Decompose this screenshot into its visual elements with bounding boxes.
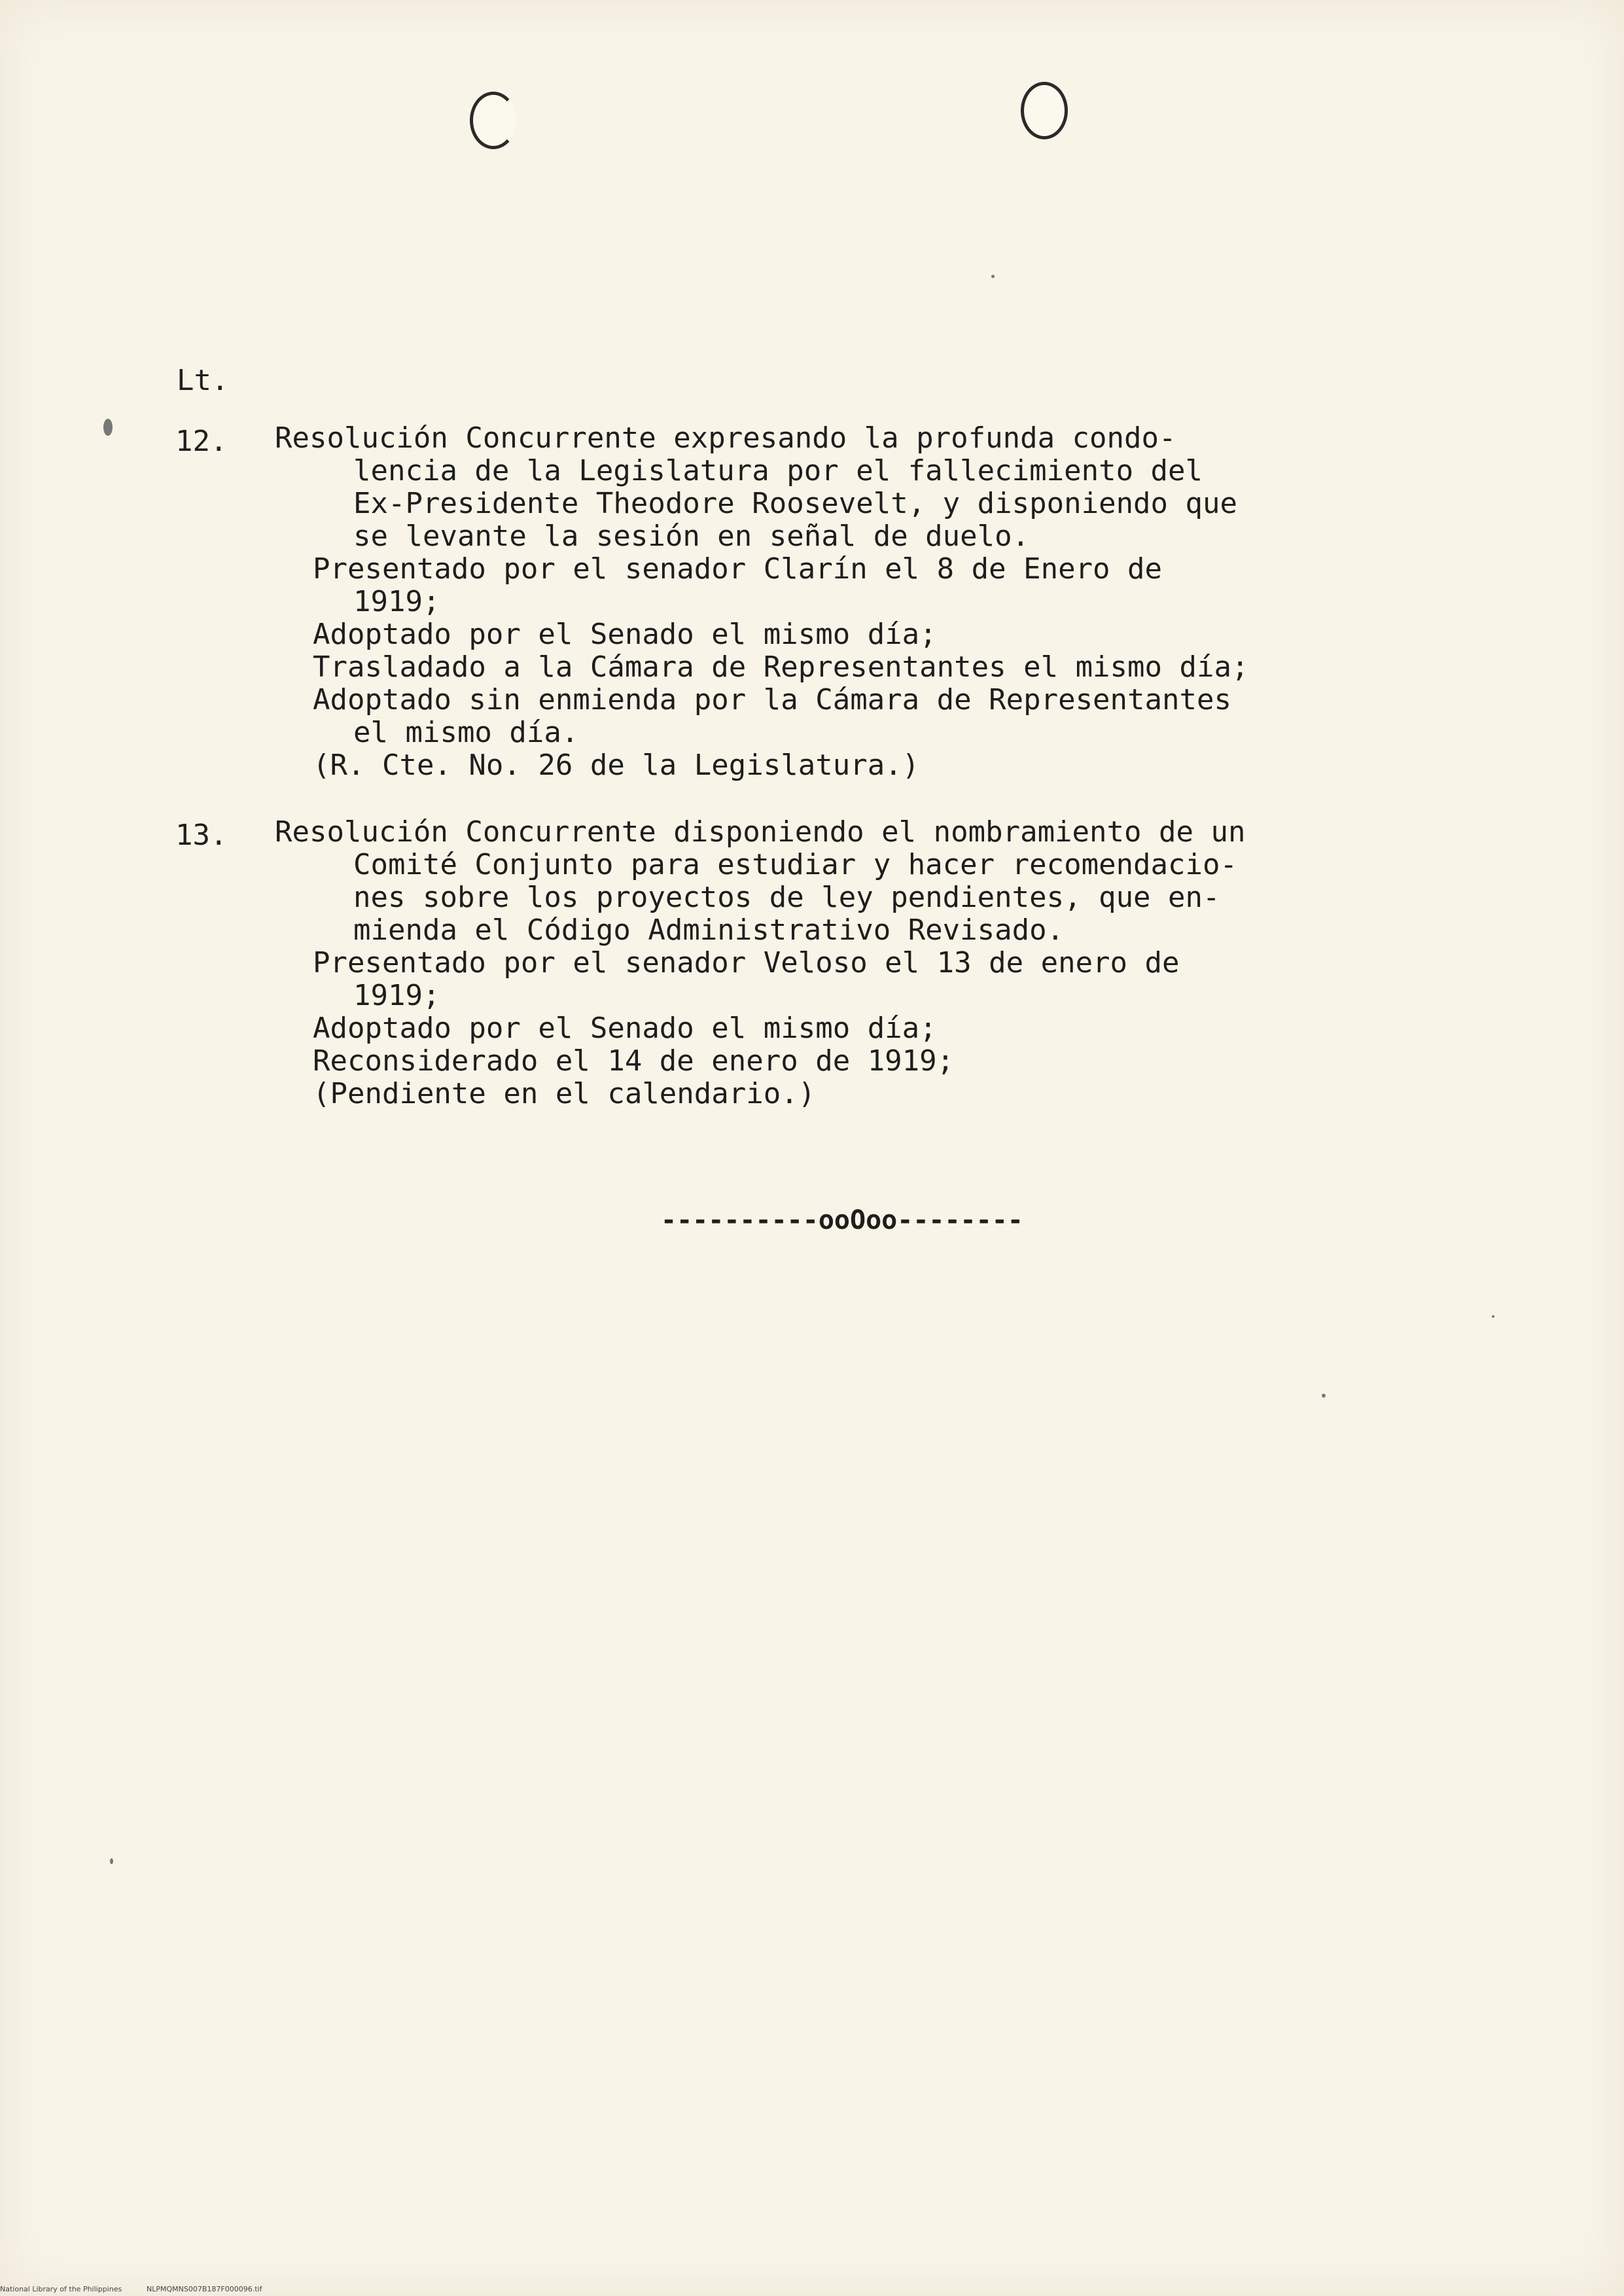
resolution-number: 12. — [175, 425, 228, 458]
history-line: Presentado por el senador Veloso el 13 de enero de — [313, 946, 1180, 980]
resolution-title-line: lencia de la Legislatura por el fallecimiento del — [353, 454, 1203, 487]
resolution-title-line: Ex-Presidente Theodore Roosevelt, y disponiendo que — [353, 487, 1238, 520]
header-mark: Lt. — [177, 364, 229, 397]
history-line: 1919; — [353, 585, 440, 618]
library-credit: National Library of the Philippines — [0, 2285, 122, 2293]
history-line: Trasladado a la Cámara de Representantes el mismo día; — [313, 650, 1249, 684]
scan-footer — [0, 2281, 1624, 2296]
resolution-title-line: se levante la sesión en señal de duelo. — [353, 520, 1030, 553]
history-line: (Pendiente en el calendario.) — [313, 1077, 816, 1110]
punch-hole — [470, 92, 517, 149]
file-id: NLPMQMNS007B187F000096.tif — [147, 2285, 262, 2293]
history-line: Presentado por el senador Clarín el 8 de Enero de — [313, 552, 1163, 586]
paper-speck — [110, 1858, 113, 1864]
end-separator: ----------ooOoo-------- — [661, 1205, 1023, 1235]
paper-speck — [1492, 1315, 1494, 1318]
history-line: el mismo día. — [353, 716, 579, 749]
resolution-number: 13. — [175, 819, 228, 852]
history-line: (R. Cte. No. 26 de la Legislatura.) — [313, 749, 920, 782]
paper-speck — [103, 419, 113, 436]
resolution-title-line: nes sobre los proyectos de ley pendientes, que en- — [353, 881, 1220, 914]
resolution-title-line: Resolución Concurrente disponiendo el nombramiento de un — [275, 815, 1246, 849]
history-line: Reconsiderado el 14 de enero de 1919; — [313, 1044, 955, 1078]
resolution-title-line: Comité Conjunto para estudiar y hacer recomendacio- — [353, 848, 1238, 881]
history-line: Adoptado por el Senado el mismo día; — [313, 1012, 937, 1045]
resolution-title-line: Resolución Concurrente expresando la profunda condo- — [275, 421, 1176, 455]
paper-speck — [991, 275, 995, 278]
punch-hole — [1021, 82, 1068, 139]
history-line: 1919; — [353, 979, 440, 1012]
paper-speck — [1322, 1394, 1326, 1398]
history-line: Adoptado sin enmienda por la Cámara de Representantes — [313, 683, 1231, 716]
resolution-title-line: mienda el Código Administrativo Revisado. — [353, 913, 1065, 947]
history-line: Adoptado por el Senado el mismo día; — [313, 618, 937, 651]
